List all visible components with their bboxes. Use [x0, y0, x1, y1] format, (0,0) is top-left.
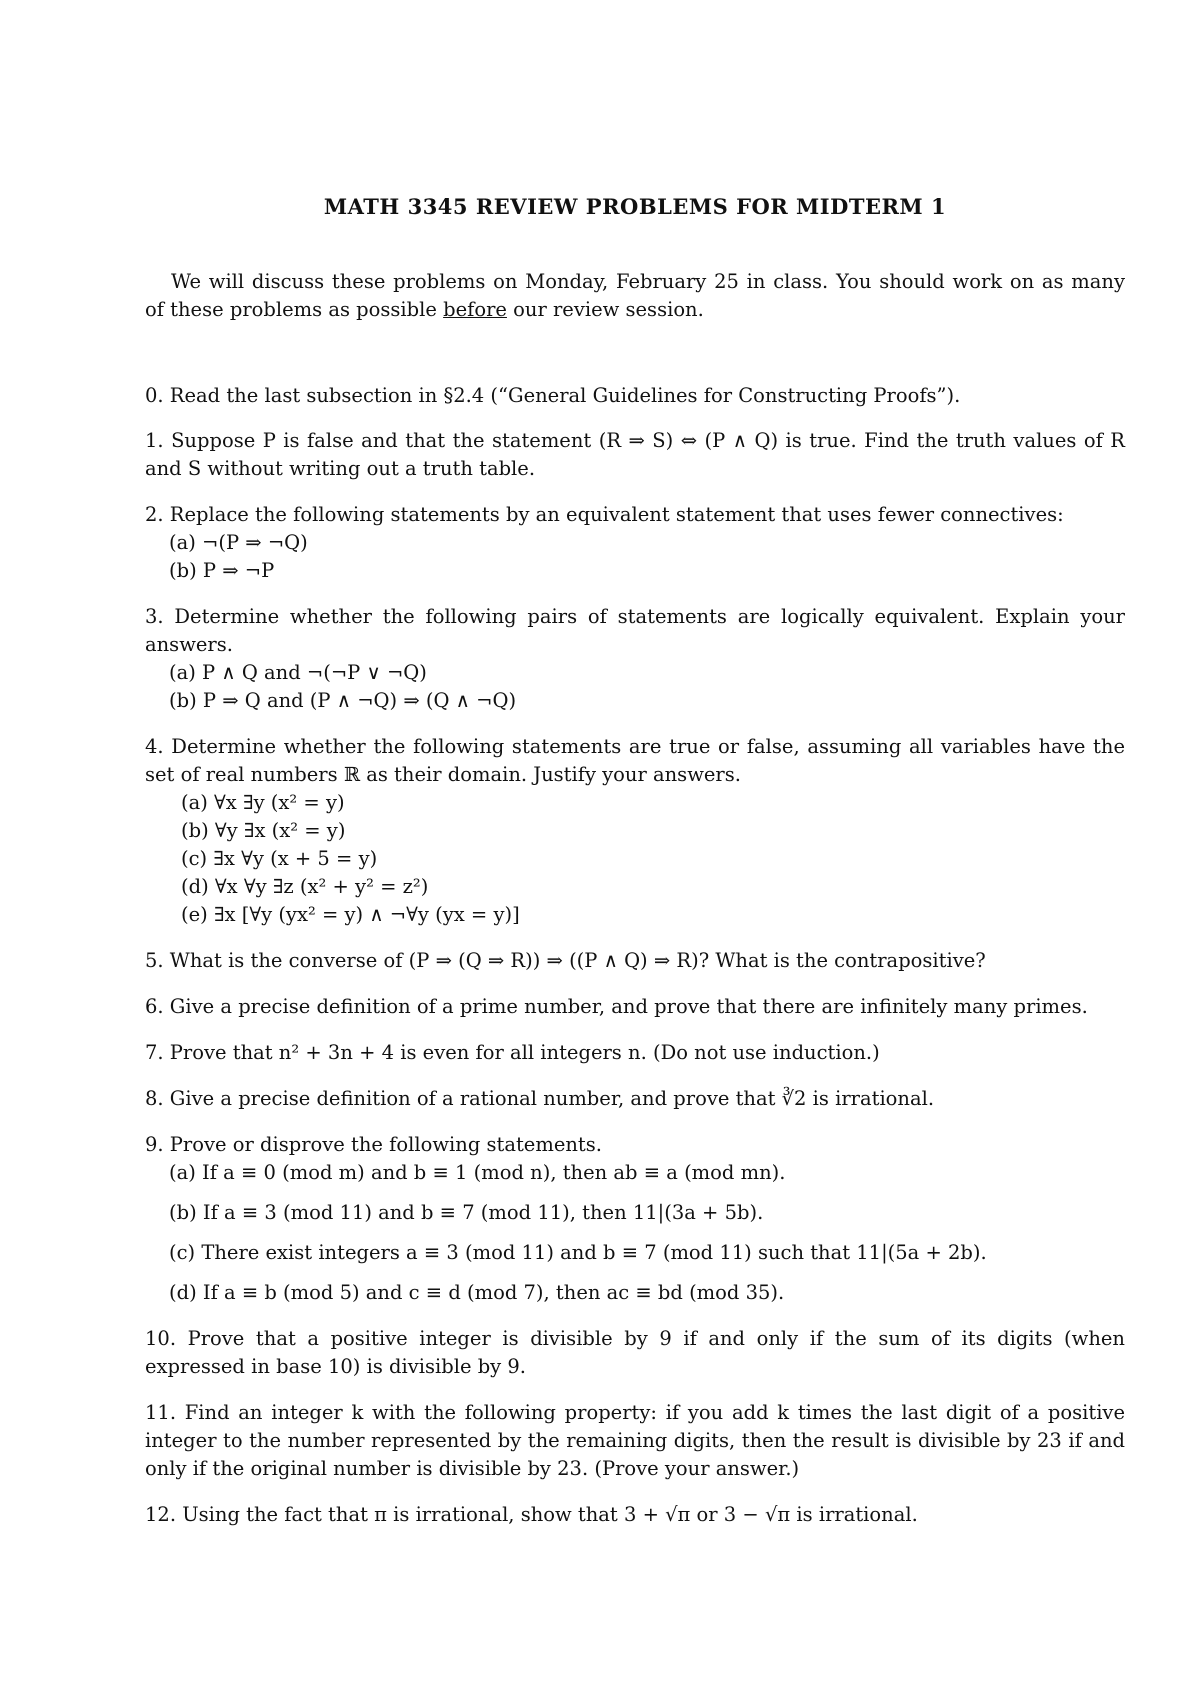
problem-9-parts	[145, 1159, 1125, 1307]
problem-11-text: 11. Find an integer k with the following property: if you add k times the last digit of a positive integer to the number represented by the remaining digits, then the result is divisible by 23 if and only if the original number is divisible by 23. (Prove your answer.)	[145, 1401, 1125, 1480]
problem-2-parts	[145, 529, 1125, 585]
problem-3-parts	[145, 659, 1125, 715]
problem-4	[145, 733, 1125, 929]
problem-7-text: 7. Prove that n² + 3n + 4 is even for all integers n. (Do not use induction.)	[145, 1041, 880, 1064]
document-page	[145, 0, 1125, 1696]
problem-4-part-a: (a) ∀x ∃y (x² = y)	[181, 791, 345, 814]
problem-2	[145, 501, 1125, 585]
problem-4-part-c: (c) ∃x ∀y (x + 5 = y)	[181, 847, 378, 870]
problem-1	[145, 427, 1125, 483]
intro-text-before: We will discuss these problems on Monday, February 25 in class. You should work on as many of these problems as possible	[145, 270, 1125, 321]
problem-9-part-a: (a) If a ≡ 0 (mod m) and b ≡ 1 (mod n), then ab ≡ a (mod mn).	[169, 1161, 786, 1184]
problem-6-text: 6. Give a precise definition of a prime number, and prove that there are infinitely many primes.	[145, 995, 1088, 1018]
problem-12	[145, 1501, 1125, 1529]
problem-2-text: 2. Replace the following statements by an equivalent statement that uses fewer connectives:	[145, 503, 1064, 526]
problem-4-text: 4. Determine whether the following statements are true or false, assuming all variables have the set of real numbers ℝ as their domain. Justify your answers.	[145, 735, 1125, 786]
problem-0-text: 0. Read the last subsection in §2.4 (“General Guidelines for Constructing Proofs”).	[145, 384, 961, 407]
problem-9-part-b: (b) If a ≡ 3 (mod 11) and b ≡ 7 (mod 11), then 11|(3a + 5b).	[169, 1201, 764, 1224]
problem-4-parts	[145, 789, 1125, 929]
problem-2-part-b: (b) P ⇒ ¬P	[169, 559, 275, 582]
problem-2-part-a: (a) ¬(P ⇒ ¬Q)	[169, 531, 308, 554]
problem-10-text: 10. Prove that a positive integer is divisible by 9 if and only if the sum of its digits (when expressed in base 10) is divisible by 9.	[145, 1327, 1125, 1378]
problem-3-text: 3. Determine whether the following pairs of statements are logically equivalent. Explain your answers.	[145, 605, 1125, 656]
problem-12-text: 12. Using the fact that π is irrational, show that 3 + √π or 3 − √π is irrational.	[145, 1503, 918, 1526]
problem-4-part-d: (d) ∀x ∀y ∃z (x² + y² = z²)	[181, 875, 429, 898]
problem-0	[145, 382, 1125, 410]
problem-9-part-c: (c) There exist integers a ≡ 3 (mod 11) and b ≡ 7 (mod 11) such that 11|(5a + 2b).	[169, 1241, 987, 1264]
problem-3-part-a: (a) P ∧ Q and ¬(¬P ∨ ¬Q)	[169, 661, 427, 684]
document-title: MATH 3345 REVIEW PROBLEMS FOR MIDTERM 1	[323, 194, 947, 219]
problem-8	[145, 1085, 1125, 1113]
problem-5-text: 5. What is the converse of (P ⇒ (Q ⇒ R)) ⇒ ((P ∧ Q) ⇒ R)? What is the contrapositive?	[145, 949, 986, 972]
intro-paragraph	[145, 268, 1125, 324]
intro-underlined-word: before	[443, 298, 507, 321]
problem-11	[145, 1399, 1125, 1483]
problem-9-part-d: (d) If a ≡ b (mod 5) and c ≡ d (mod 7), then ac ≡ bd (mod 35).	[169, 1281, 785, 1304]
problem-4-part-b: (b) ∀y ∃x (x² = y)	[181, 819, 346, 842]
problem-9	[145, 1131, 1125, 1307]
problem-6	[145, 993, 1125, 1021]
problem-9-text: 9. Prove or disprove the following statements.	[145, 1133, 602, 1156]
problem-3-part-b: (b) P ⇒ Q and (P ∧ ¬Q) ⇒ (Q ∧ ¬Q)	[169, 689, 517, 712]
problem-7	[145, 1039, 1125, 1067]
problem-3	[145, 603, 1125, 715]
intro-text-after: our review session.	[506, 298, 704, 321]
problem-1-text: 1. Suppose P is false and that the statement (R ⇒ S) ⇔ (P ∧ Q) is true. Find the truth values of R and S without writing out a truth table.	[145, 429, 1125, 480]
problem-8-text: 8. Give a precise definition of a rational number, and prove that ∛2 is irrational.	[145, 1087, 935, 1110]
problem-list	[145, 382, 1125, 1547]
problem-5	[145, 947, 1125, 975]
problem-10	[145, 1325, 1125, 1381]
problem-4-part-e: (e) ∃x [∀y (yx² = y) ∧ ¬∀y (yx = y)]	[181, 903, 520, 926]
